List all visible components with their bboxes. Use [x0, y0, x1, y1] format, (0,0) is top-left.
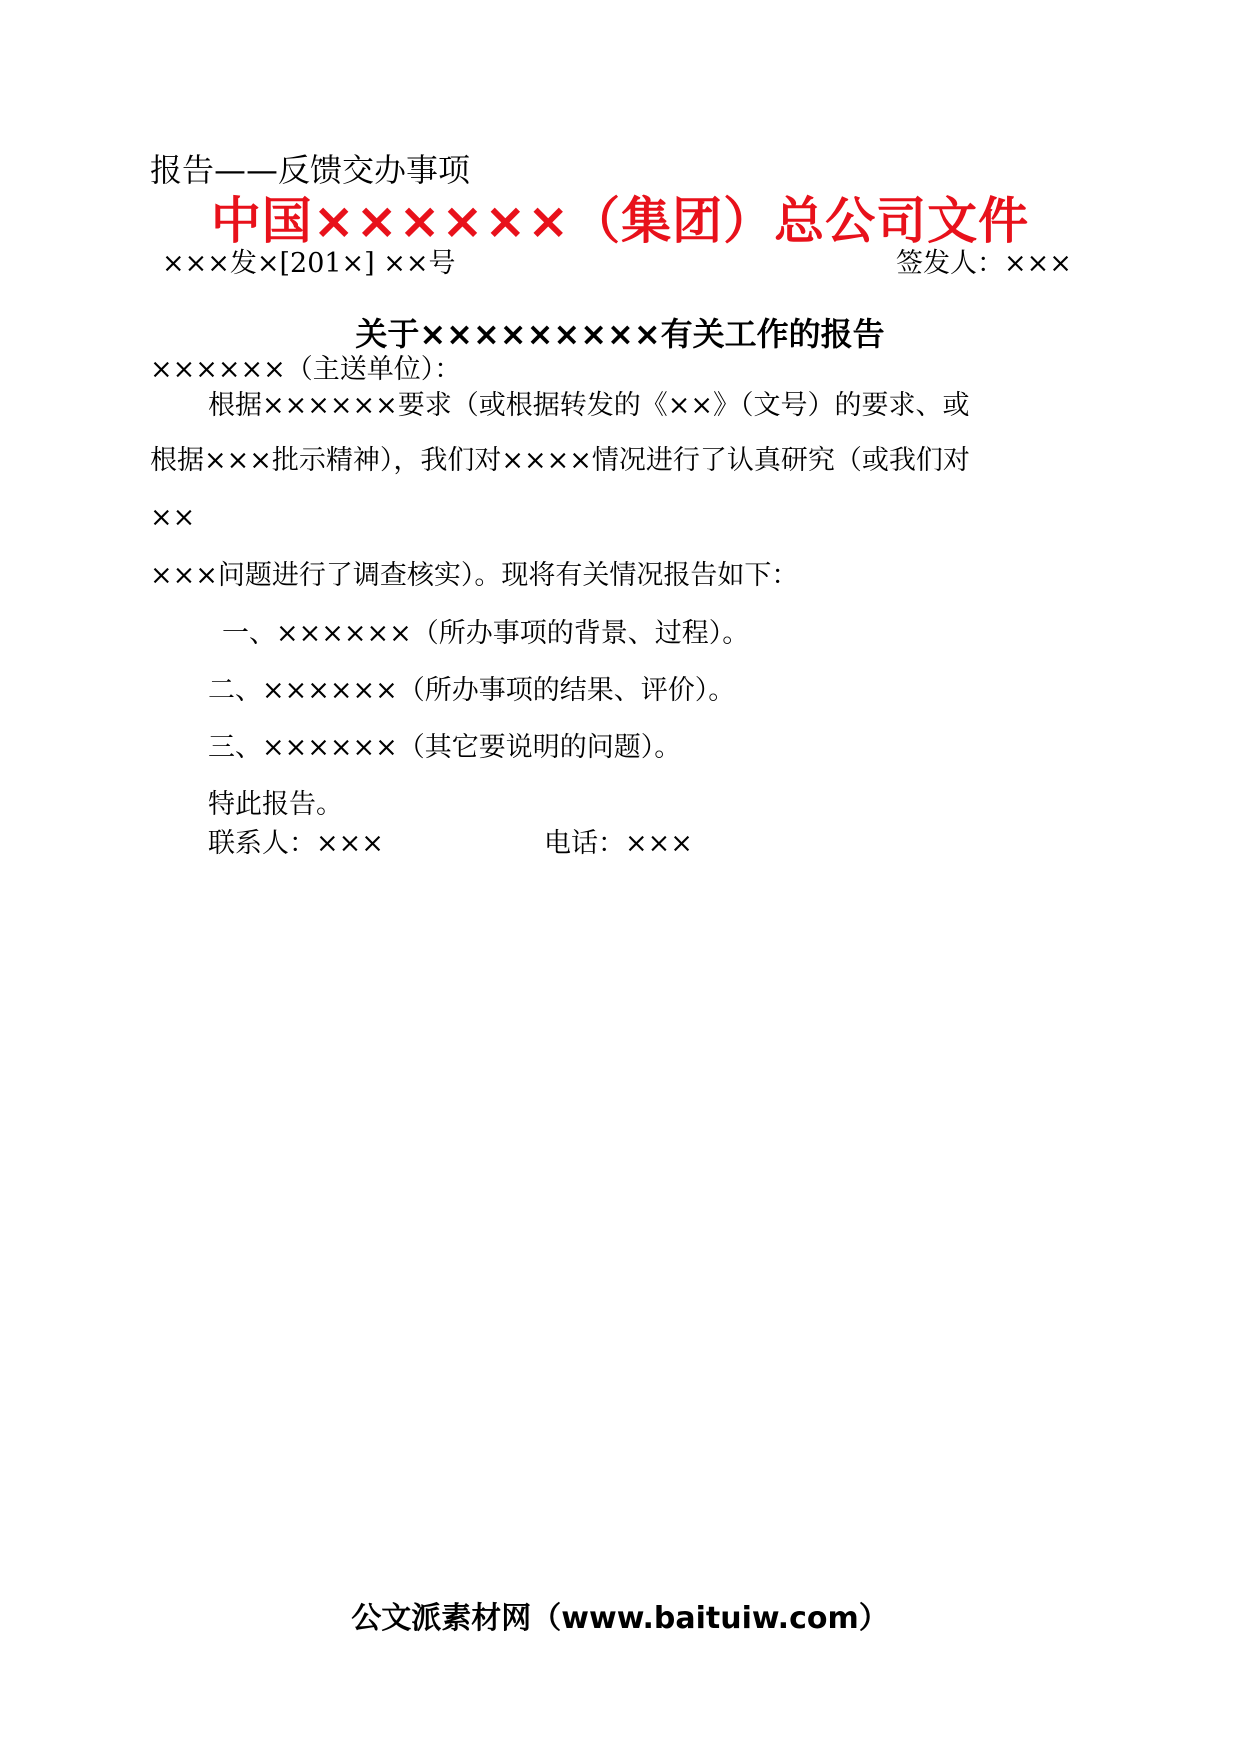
signer: 签发人：×××: [896, 248, 1072, 279]
closing-statement: 特此报告。: [208, 789, 343, 820]
paragraph-line: 根据××××××要求（或根据转发的《××》（文号）的要求、或: [208, 390, 970, 421]
red-letterhead: 中国××××××（集团）总公司文件: [210, 192, 1030, 250]
contact-phone: 电话：×××: [544, 828, 693, 859]
list-item: 三、××××××（其它要说明的问题）。: [208, 732, 682, 763]
category-heading: 报告——反馈交办事项: [150, 151, 471, 189]
list-item: 二、××××××（所办事项的结果、评价）。: [208, 675, 736, 706]
recipient: ××××××（主送单位）：: [150, 354, 462, 385]
paragraph-line: ××: [150, 502, 196, 533]
report-title: 关于×××××××××有关工作的报告: [355, 315, 885, 353]
document-number: ×××发×[201×] ××号: [162, 248, 456, 279]
footer-site: 公文派素材网（www.baituiw.com）: [351, 1601, 889, 1636]
contact-person: 联系人：×××: [208, 828, 384, 859]
paragraph-line: ×××问题进行了调查核实）。现将有关情况报告如下：: [150, 560, 799, 591]
list-item: 一、××××××（所办事项的背景、过程）。: [222, 618, 750, 649]
paragraph-line: 根据×××批示精神），我们对××××情况进行了认真研究（或我们对: [150, 445, 970, 476]
